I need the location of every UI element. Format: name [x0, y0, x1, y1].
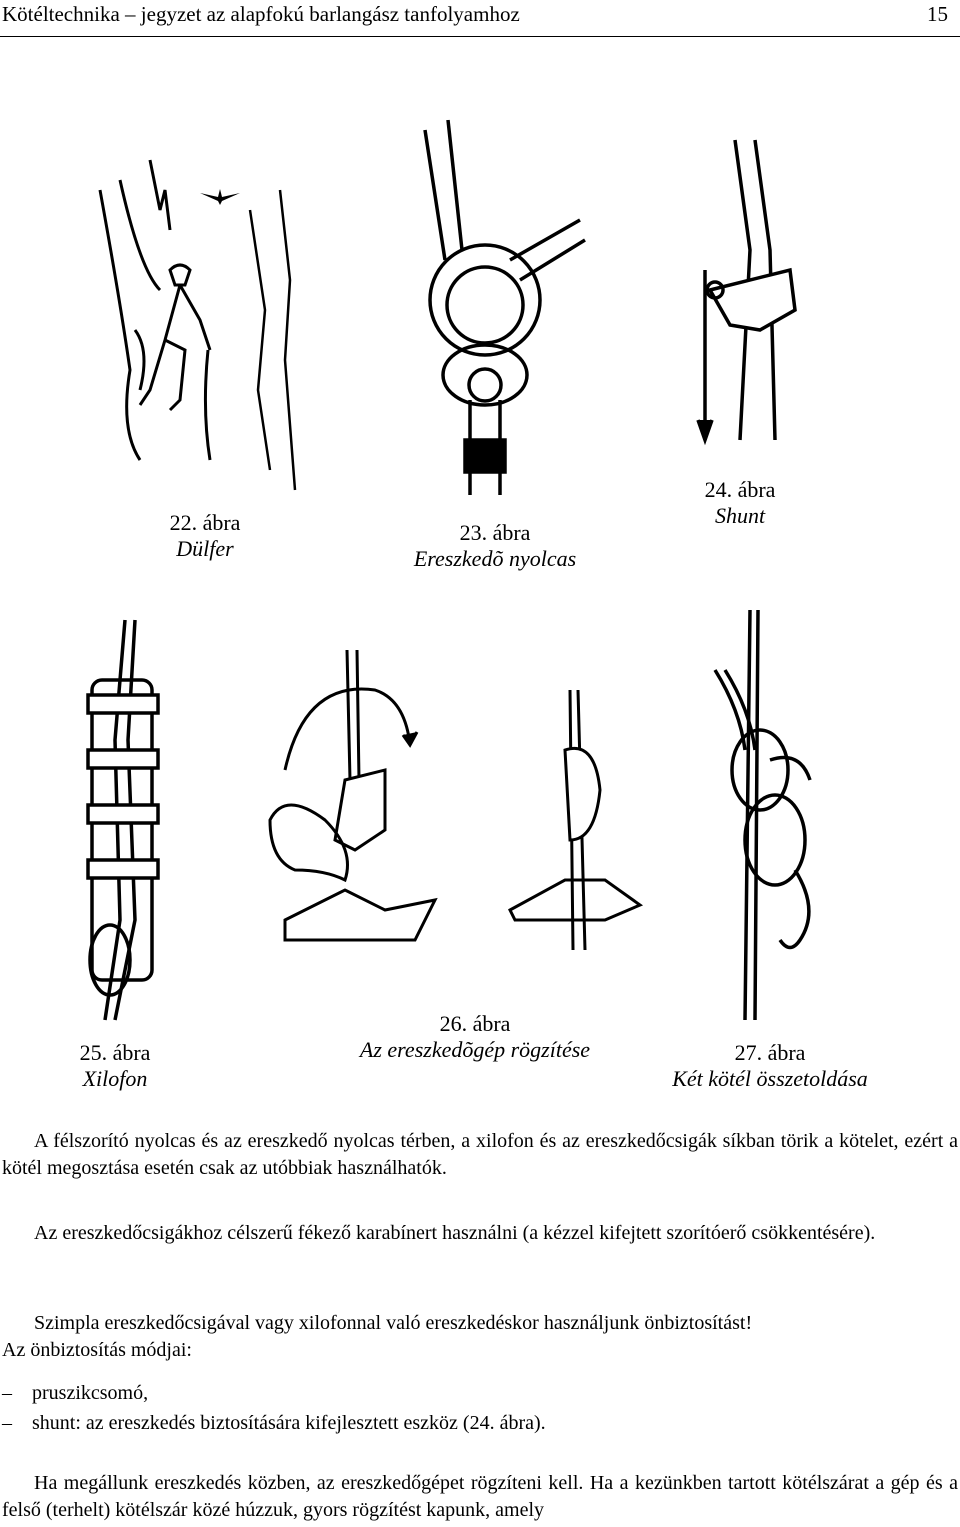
page-number: 15	[927, 2, 948, 26]
figure-number: 25. ábra	[79, 1040, 151, 1065]
rack-descender-illustration	[80, 620, 170, 1020]
rope-joining-knot-illustration	[700, 610, 830, 1020]
document-title: Kötéltechnika – jegyzet az alapfokú barlangász tanfolyamhoz	[2, 2, 520, 26]
bullet-item	[2, 1382, 148, 1405]
paragraph-1: A félszorító nyolcas és az ereszkedő nyolcas térben, a xilofon és az ereszkedőcsigák síkban törik a kötelet, ezért a kötél megosztása esetén csak az utóbbiak használhatók.	[2, 1130, 958, 1179]
figure-name: Shunt	[714, 503, 766, 528]
figure-24-caption	[680, 477, 800, 529]
figure-number: 24. ábra	[704, 477, 776, 502]
bullet-text: pruszikcsomó,	[32, 1382, 149, 1404]
page-header	[0, 0, 960, 37]
paragraph-4: Ha megállunk ereszkedés közben, az ereszkedőgépet rögzíteni kell. Ha a kezünkben tartott kötélszárat a gép és a felső (terhelt) kötélszár közé húzzuk, gyors rögzítést kapunk, amely	[2, 1472, 958, 1521]
figure-name: Dülfer	[176, 536, 234, 561]
figure-number: 27. ábra	[734, 1040, 806, 1065]
rock-wall-illustration	[240, 190, 310, 490]
bird-icon	[200, 185, 240, 205]
figure-number: 23. ábra	[459, 520, 531, 545]
figure-eight-descender-illustration	[410, 110, 590, 500]
shunt-device-illustration	[690, 140, 810, 440]
figure-22-caption	[145, 510, 265, 562]
bullet-item	[2, 1412, 546, 1435]
figure-name: Az ereszkedõgép rögzítése	[359, 1037, 591, 1062]
figure-27-caption	[635, 1040, 905, 1092]
bullet-text: shunt: az ereszkedés biztosítására kifejlesztett eszköz (24. ábra).	[32, 1412, 546, 1434]
descender-locking-illustration	[265, 650, 645, 980]
figure-23-caption	[360, 520, 630, 572]
figure-name: Xilofon	[82, 1066, 148, 1091]
figure-25-caption	[55, 1040, 175, 1092]
paragraph-3: Szimpla ereszkedőcsigával vagy xilofonnal való ereszkedéskor használjunk önbiztosítást!	[34, 1312, 753, 1334]
figure-number: 22. ábra	[169, 510, 241, 535]
figure-26-caption	[330, 1011, 620, 1063]
bullet-dash: –	[2, 1382, 12, 1404]
figure-name: Ereszkedõ nyolcas	[413, 546, 577, 571]
bullet-dash: –	[2, 1412, 12, 1434]
paragraph-2: Az ereszkedőcsigákhoz célszerű fékező karabínert használni (a kézzel kifejtett szorítóerő csökkentésére).	[34, 1222, 876, 1244]
figure-name: Két kötél összetoldása	[672, 1066, 868, 1091]
figure-number: 26. ábra	[439, 1011, 511, 1036]
paragraph-3-continuation: Az önbiztosítás módjai:	[2, 1339, 192, 1361]
